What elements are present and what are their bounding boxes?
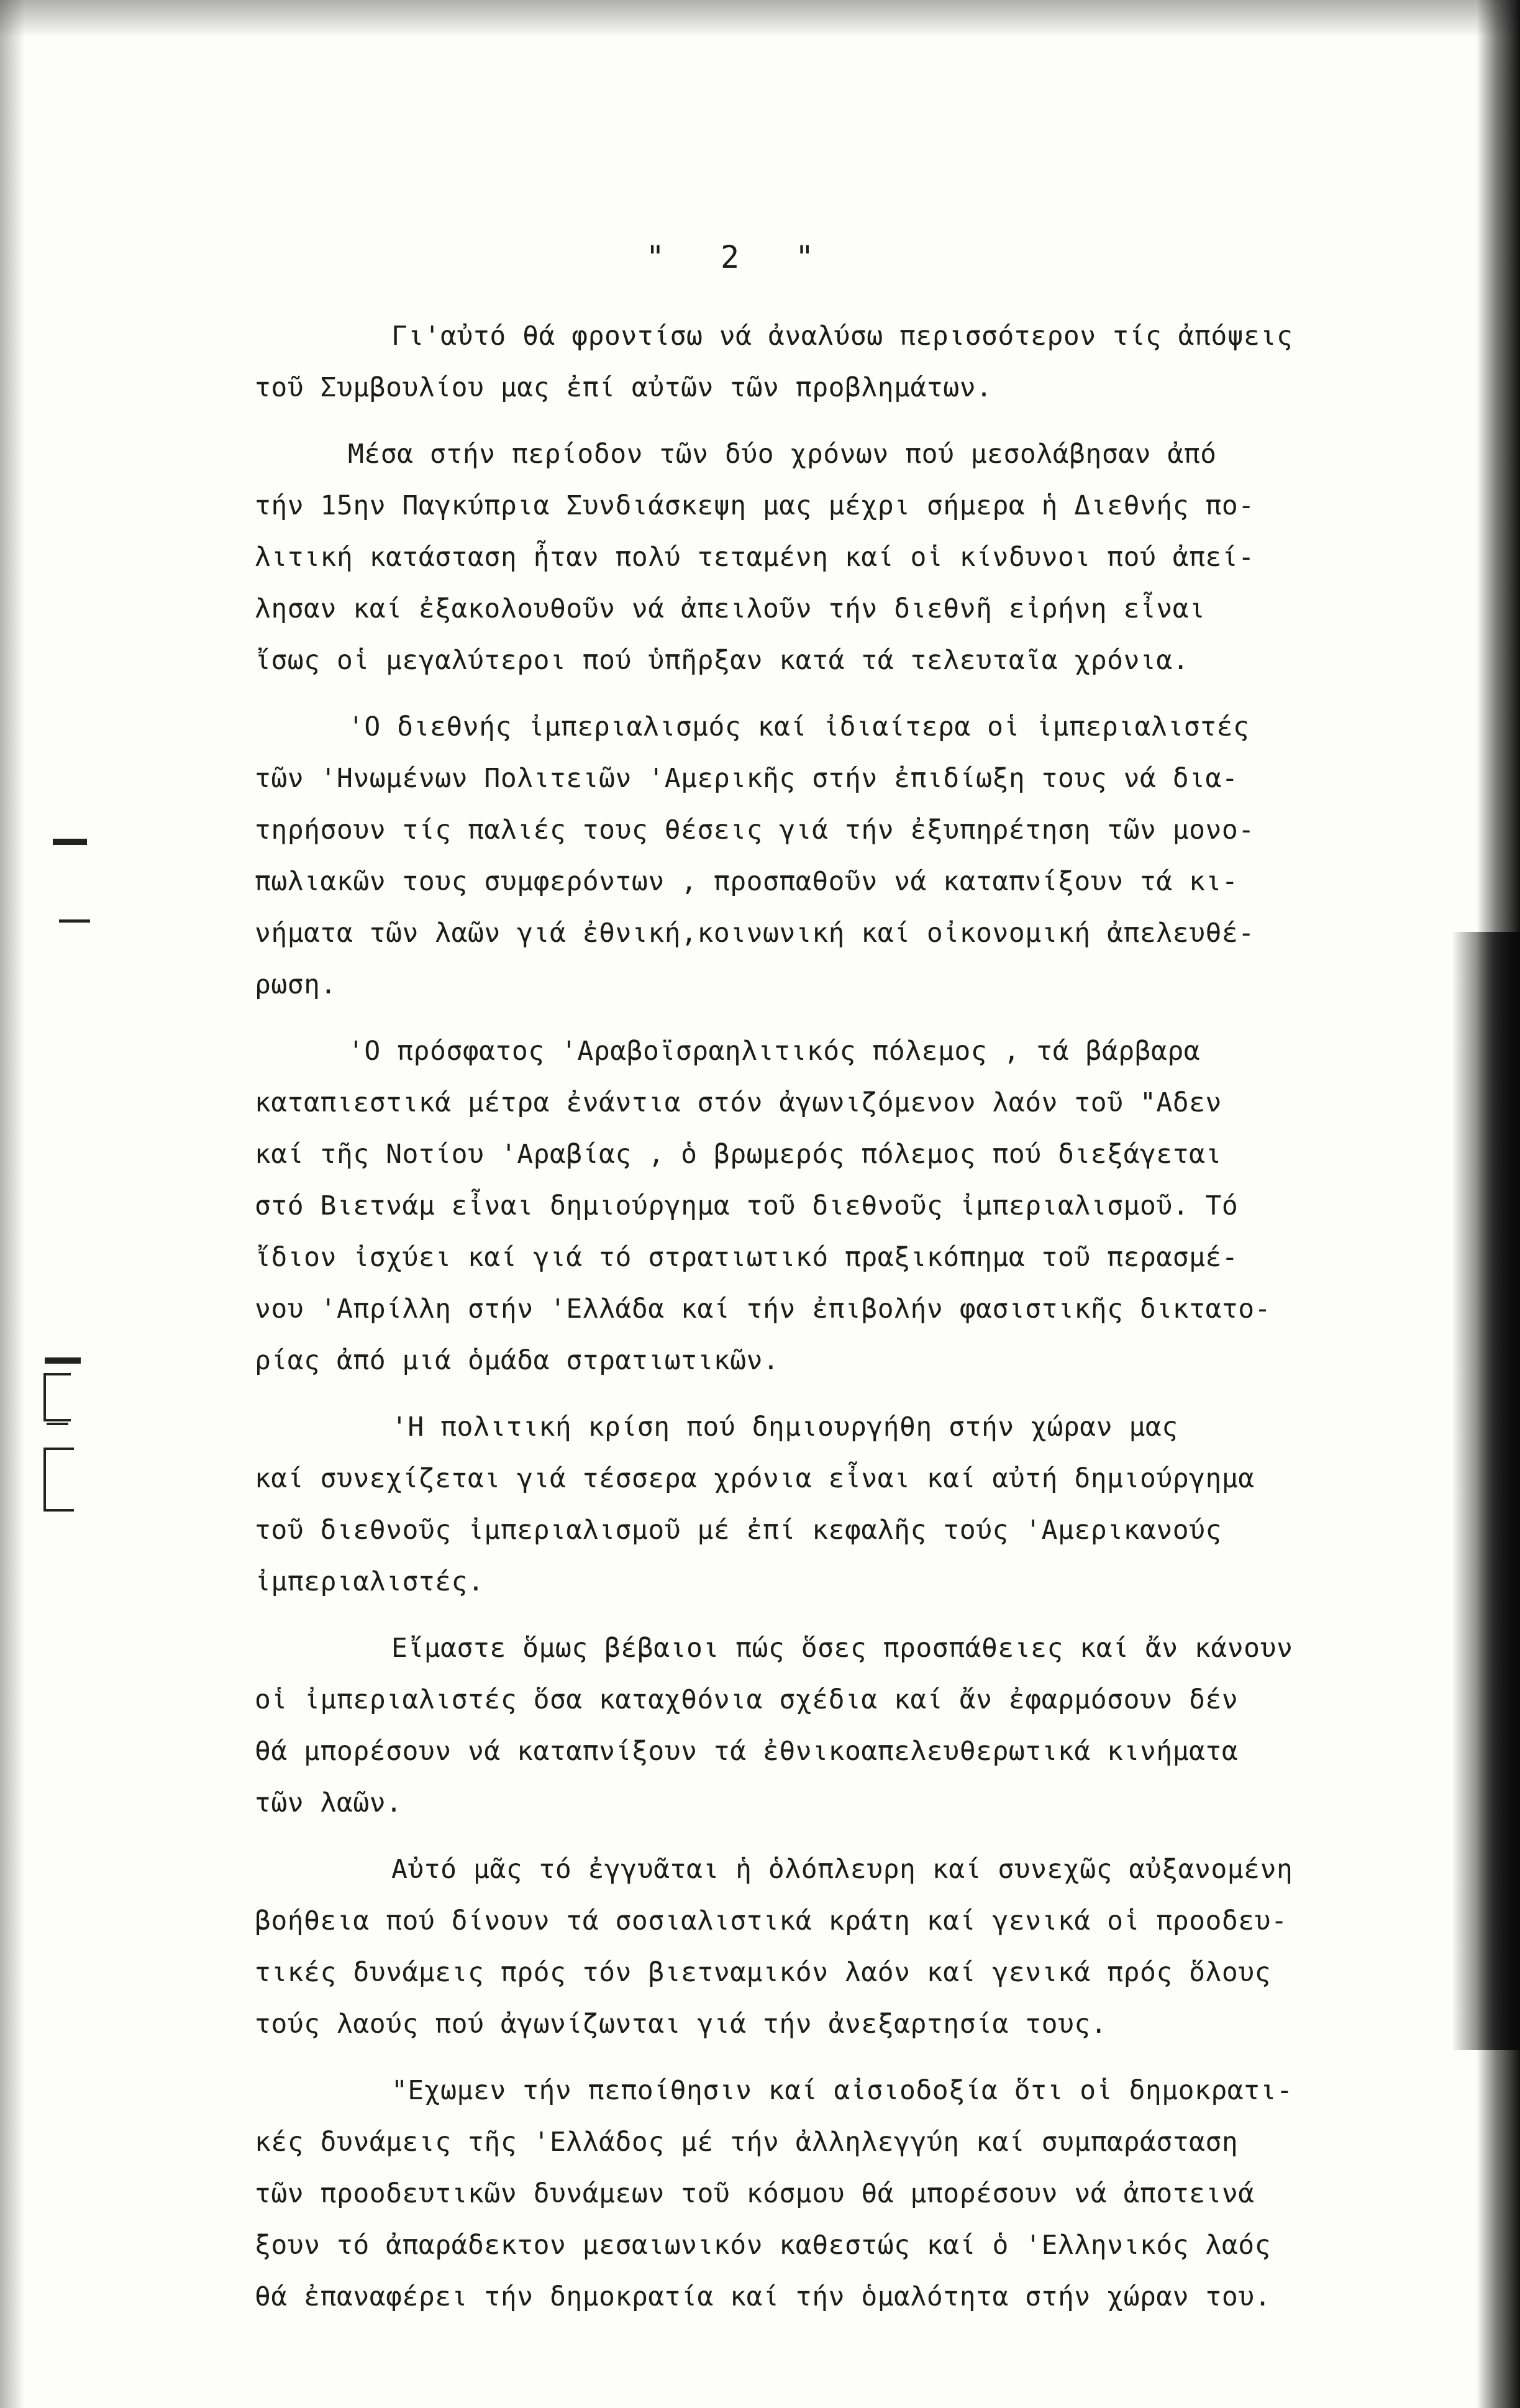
paragraph-line: λησαν καί ἐξακολουθοῦν νά ἀπειλοῦν τήν διεθνῆ εἰρήνη εἶναι xyxy=(255,593,1206,624)
scan-shadow-top xyxy=(0,0,1520,37)
margin-mark xyxy=(45,1357,81,1364)
paragraph-line: ξουν τό ἀπαράδεκτον μεσαιωνικόν καθεστώς καί ὁ 'Ελληνικός λαός xyxy=(255,2230,1272,2261)
paragraph-line: κές δυνάμεις τῆς 'Ελλάδος μέ τήν ἀλληλεγγύη καί συμπαράσταση xyxy=(255,2127,1239,2158)
paragraph-line: τῶν προοδευτικῶν δυνάμεων τοῦ κόσμου θά μπορέσουν νά ἀποτεινά xyxy=(255,2178,1255,2209)
paragraph-line: νήματα τῶν λαῶν γιά ἐθνική,κοινωνική καί οἰκονομική ἀπελευθέ- xyxy=(255,918,1255,949)
paragraph-line: τοῦ Συμβουλίου μας ἐπί αὐτῶν τῶν προβλημάτων. xyxy=(255,372,993,403)
margin-mark xyxy=(59,919,90,923)
paragraph-line: τούς λαούς πού ἀγωνίζωνται γιά τήν ἀνεξαρτησία τους. xyxy=(255,2009,1108,2040)
paragraph-line: καί συνεχίζεται γιά τέσσερα χρόνια εἶναι καί αὐτή δημιούργημα xyxy=(255,1463,1255,1494)
document-body xyxy=(255,311,1435,2323)
paragraph-line: ρωση. xyxy=(255,969,337,1000)
paragraph-line: καί τῆς Νοτίου 'Αραβίας , ὁ βρωμερός πόλεμος πού διεξάγεται xyxy=(255,1139,1222,1170)
paragraph-line: ἴδιον ἰσχύει καί γιά τό στρατιωτικό πραξικόπημα τοῦ περασμέ- xyxy=(255,1242,1239,1273)
paragraph-line: τῶν λαῶν. xyxy=(255,1787,403,1818)
paragraph-line: οἱ ἰμπεριαλιστές ὅσα καταχθόνια σχέδια καί ἄν ἐφαρμόσουν δέν xyxy=(255,1684,1239,1715)
paragraph-first-line: Μέσα στήν περίοδον τῶν δύο χρόνων πού μεσολάβησαν ἀπό xyxy=(348,439,1217,470)
paragraph-first-line: Εἴμαστε ὅμως βέβαιοι πώς ὅσες προσπάθειες καί ἄν κάνουν xyxy=(391,1633,1293,1664)
margin-bracket xyxy=(43,1448,74,1512)
paragraph-line: τοῦ διεθνοῦς ἰμπεριαλισμοῦ μέ ἐπί κεφαλῆς τούς 'Αμερικανούς xyxy=(255,1515,1222,1546)
paragraph-line: θά ἐπαναφέρει τήν δημοκρατία καί τήν ὁμαλότητα στήν χώραν του. xyxy=(255,2281,1272,2312)
paragraph-line: τήν 15ην Παγκύπρια Συνδιάσκεψη μας μέχρι σήμερα ἡ Διεθνής πο- xyxy=(255,490,1255,521)
paragraph-line: ἴσως οἱ μεγαλύτεροι πού ὑπῆρξαν κατά τά τελευταῖα χρόνια. xyxy=(255,645,1190,676)
paragraph-first-line: Γι'αὐτό θά φροντίσω νά ἀναλύσω περισσότερον τίς ἀπόψεις xyxy=(391,321,1293,352)
scan-shadow-right-dark xyxy=(1452,932,1520,2050)
paragraph-first-line: 'Ο διεθνής ἰμπεριαλισμός καί ἰδιαίτερα οἱ ἰμπεριαλιστές xyxy=(348,711,1250,742)
paragraph-line: στό Βιετνάμ εἶναι δημιούργημα τοῦ διεθνοῦς ἰμπεριαλισμοῦ. Τό xyxy=(255,1190,1239,1221)
paragraph-first-line: 'Η πολιτική κρίση πού δημιουργήθη στήν χώραν μας xyxy=(391,1412,1178,1443)
paragraph-line: τηρήσουν τίς παλιές τους θέσεις γιά τήν ἐξυπηρέτηση τῶν μονο- xyxy=(255,814,1255,846)
paragraph-line: ρίας ἀπό μιά ὁμάδα στρατιωτικῶν. xyxy=(255,1345,780,1376)
paragraph-line: βοήθεια πού δίνουν τά σοσιαλιστικά κράτη καί γενικά οἱ προοδευ- xyxy=(255,1905,1288,1936)
paragraph-line: θά μπορέσουν νά καταπνίξουν τά ἐθνικοαπελευθερωτικά κινήματα xyxy=(255,1736,1239,1767)
paragraph-line: καταπιεστικά μέτρα ἐνάντια στόν ἀγωνιζόμενον λαόν τοῦ "Αδεν xyxy=(255,1087,1222,1118)
paragraph-line: πωλιακῶν τους συμφερόντων , προσπαθοῦν νά καταπνίξουν τά κι- xyxy=(255,866,1239,897)
margin-mark xyxy=(47,1423,68,1425)
paragraph-first-line: "Εχωμεν τήν πεποίθησιν καί αἰσιοδοξία ὅτι οἱ δημοκρατι- xyxy=(391,2075,1293,2106)
page-number: " 2 " xyxy=(645,239,833,275)
scan-shadow-left xyxy=(0,0,25,2408)
paragraph-first-line: Αὐτό μᾶς τό ἐγγυᾶται ἡ ὁλόπλευρη καί συνεχῶς αὐξανομένη xyxy=(391,1854,1293,1885)
paragraph-first-line: 'Ο πρόσφατος 'Αραβοϊσραηλιτικός πόλεμος , τά βάρβαρα xyxy=(348,1036,1201,1067)
margin-bracket xyxy=(43,1373,71,1421)
paragraph-line: τῶν 'Ηνωμένων Πολιτειῶν 'Αμερικῆς στήν ἐπιδίωξη τους νά δια- xyxy=(255,763,1239,794)
paragraph-line: νου 'Απρίλλη στήν 'Ελλάδα καί τήν ἐπιβολήν φασιστικῆς δικτατο- xyxy=(255,1293,1272,1325)
paragraph-line: ἰμπεριαλιστές. xyxy=(255,1566,485,1597)
margin-mark xyxy=(53,839,87,845)
paragraph-line: τικές δυνάμεις πρός τόν βιετναμικόν λαόν καί γενικά πρός ὅλους xyxy=(255,1957,1272,1988)
paragraph-line: λιτική κατάσταση ἦταν πολύ τεταμένη καί οἱ κίνδυνοι πού ἀπεί- xyxy=(255,542,1255,573)
